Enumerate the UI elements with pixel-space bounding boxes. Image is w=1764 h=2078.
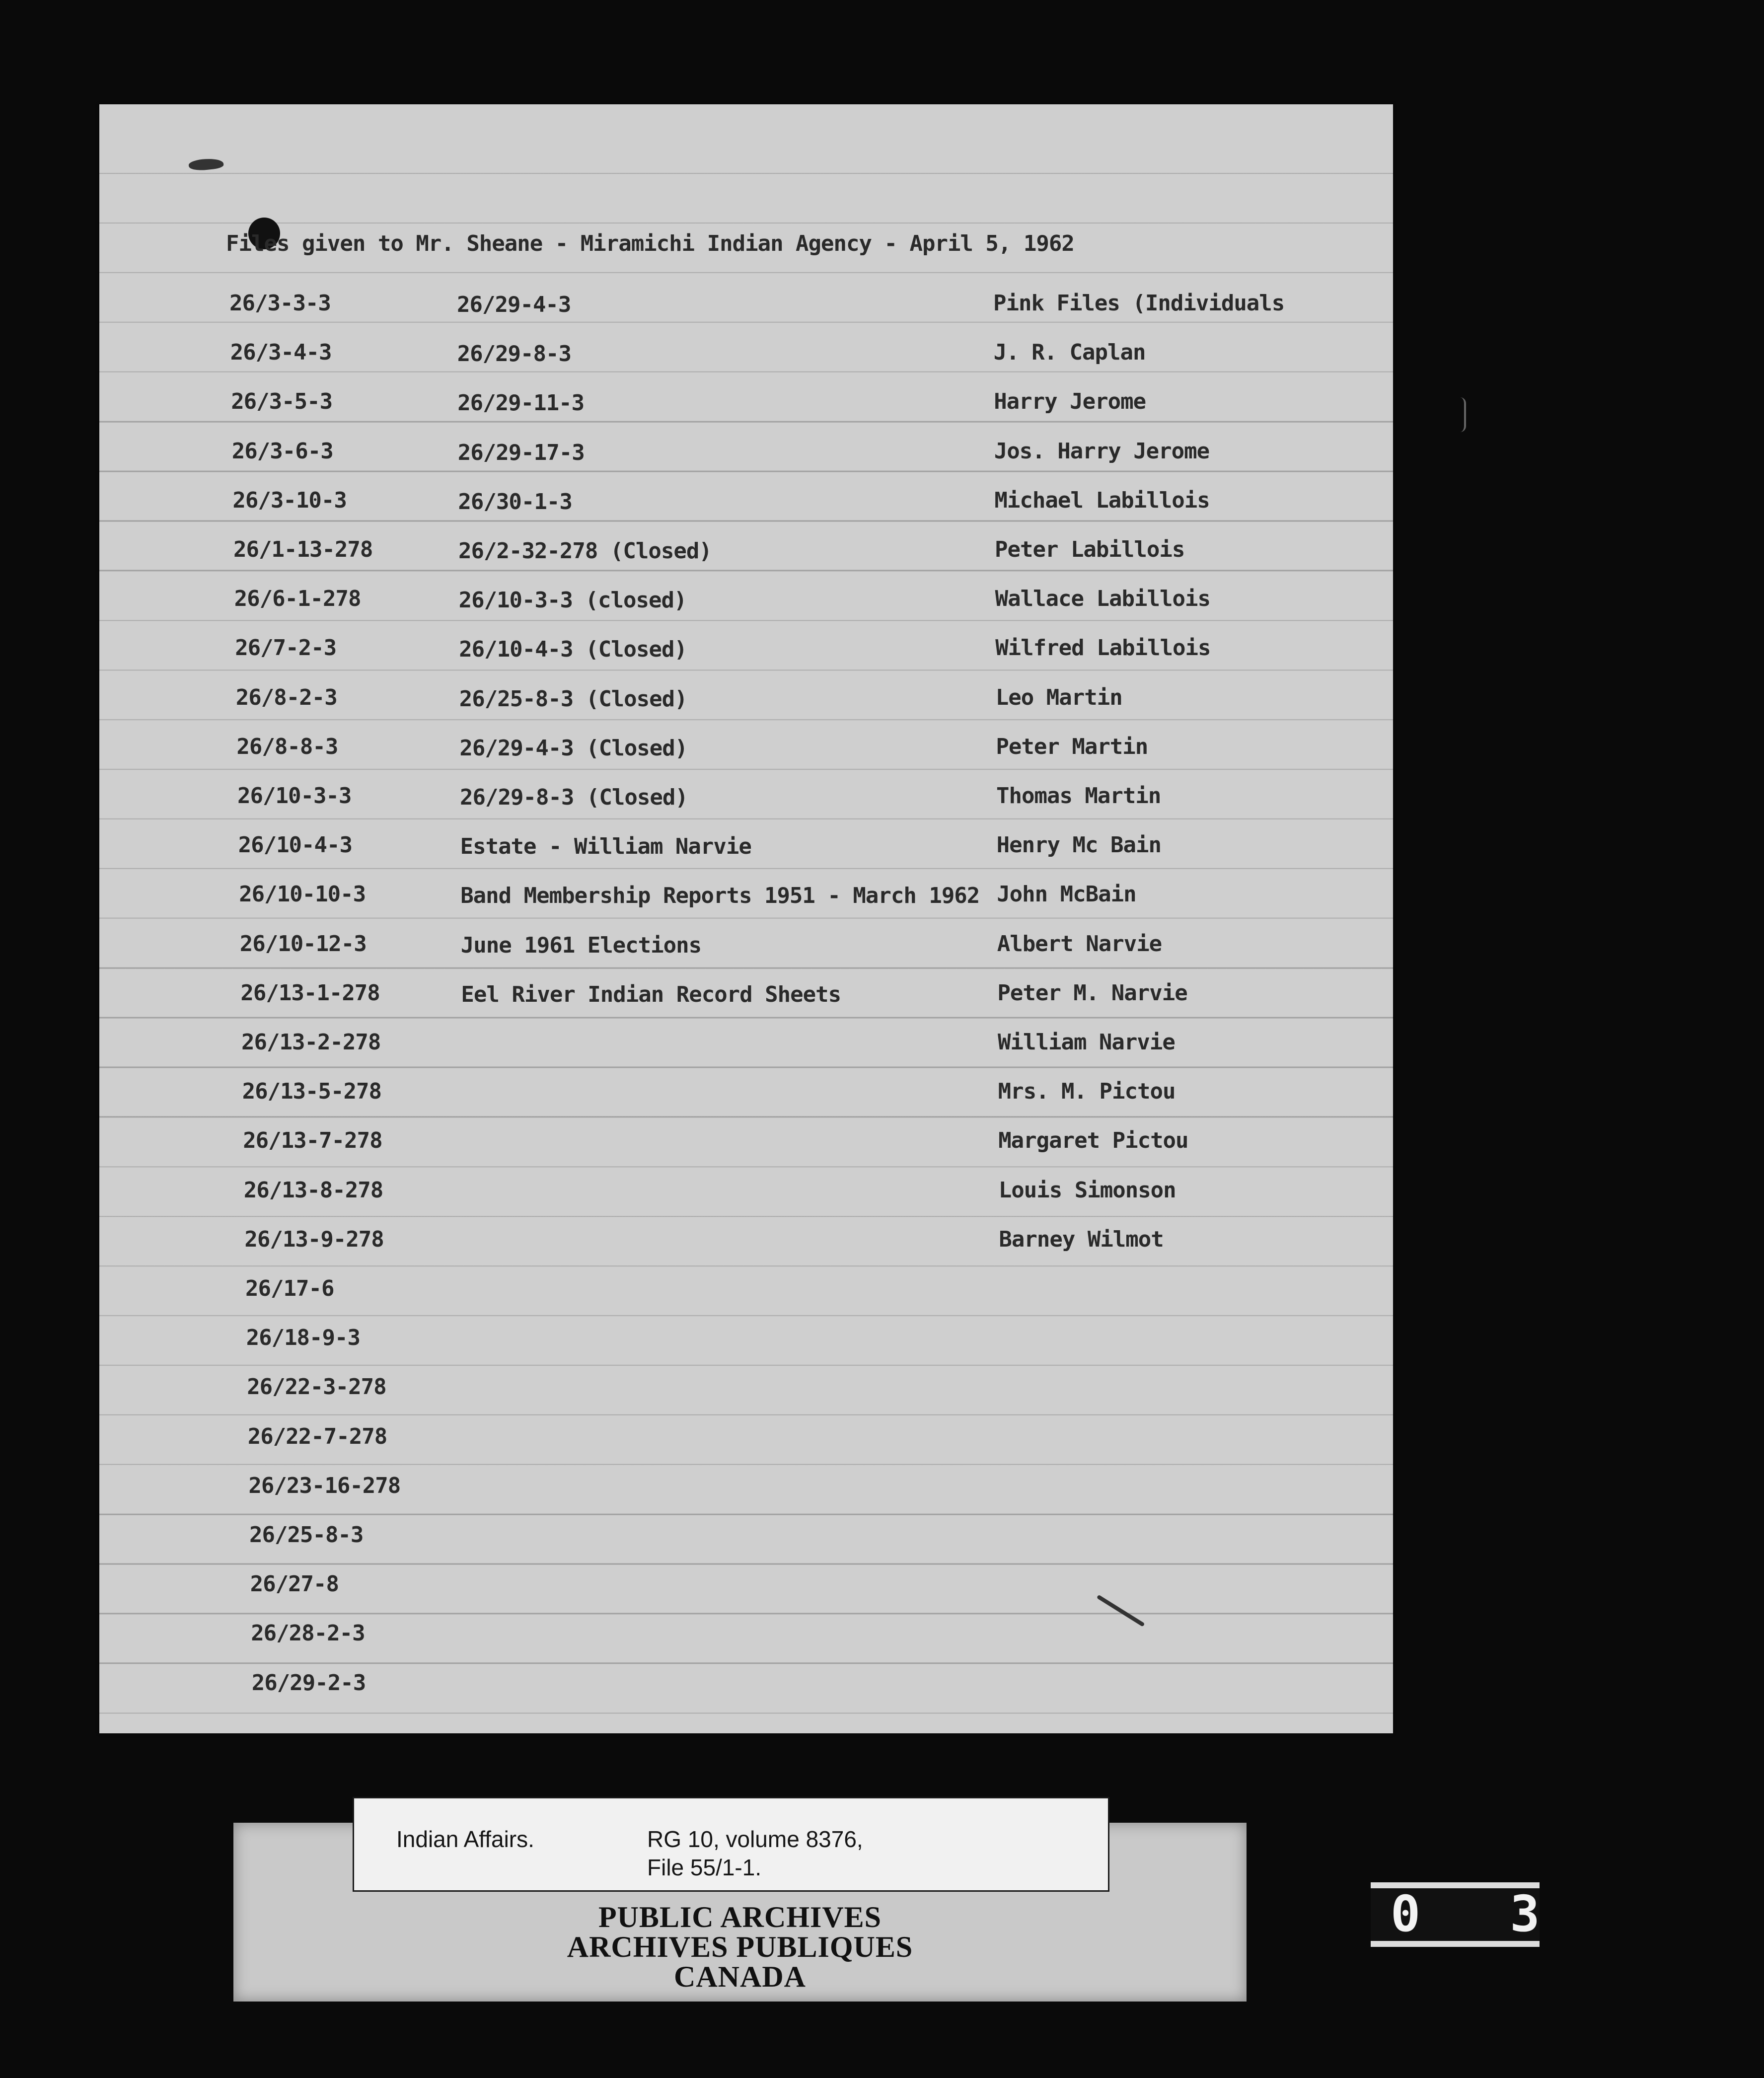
typed-entry: 26/29-4-3 <box>457 292 571 317</box>
typed-entry: Eel River Indian Record Sheets <box>461 981 841 1007</box>
typed-entry: 26/29-8-3 <box>457 341 572 367</box>
typed-entry: 26/30-1-3 <box>458 489 572 515</box>
document-page <box>99 104 1393 1733</box>
typed-entry: 26/10-10-3 <box>239 882 366 907</box>
typed-entry: Pink Files (Individuals <box>993 291 1285 316</box>
typed-entry: 26/8-2-3 <box>235 684 337 710</box>
typed-entry: Band Membership Reports 1951 - March 1962 <box>460 883 980 909</box>
typed-entry: 26/10-3-3 <box>237 783 352 809</box>
typed-entry: Peter M. Narvie <box>997 980 1187 1006</box>
typed-entry: Wilfred Labillois <box>995 635 1211 661</box>
frame-counter-digits: 0 3 <box>1391 1885 1570 1943</box>
typed-entry: 26/25-8-3 <box>249 1522 364 1548</box>
typed-entry: 26/29-4-3 (Closed) <box>459 735 688 761</box>
file-reference: File 55/1-1. <box>647 1855 762 1880</box>
typed-entry: 26/13-1-278 <box>240 980 380 1006</box>
margin-pencil-mark <box>1460 397 1466 432</box>
typed-entry: 26/1-13-278 <box>233 537 373 562</box>
typed-entry: 26/29-2-3 <box>251 1670 366 1696</box>
typed-entry: Barney Wilmot <box>999 1226 1164 1252</box>
stamp-line: CANADA <box>674 1960 806 1993</box>
typed-entry: 26/13-7-278 <box>243 1128 382 1154</box>
typed-entry: 26/13-8-278 <box>243 1177 383 1203</box>
typed-entry: J. R. Caplan <box>993 340 1146 366</box>
typed-entry: Henry Mc Bain <box>996 832 1161 858</box>
typed-entry: Mrs. M. Pictou <box>998 1079 1176 1105</box>
typed-entry: 26/27-8 <box>250 1571 339 1597</box>
typed-entry: 26/7-2-3 <box>235 635 337 661</box>
typed-entry: Leo Martin <box>995 684 1122 710</box>
typed-entry: 26/29-8-3 (Closed) <box>460 785 688 810</box>
typed-entry: 26/8-8-3 <box>236 734 338 759</box>
typed-entry: 26/28-2-3 <box>251 1621 365 1646</box>
typed-entry: 26/3-3-3 <box>229 291 331 316</box>
typed-entry: 26/25-8-3 (Closed) <box>459 686 687 712</box>
typed-entry: 26/3-6-3 <box>231 438 333 464</box>
typed-entry: 26/23-16-278 <box>248 1473 401 1498</box>
document-heading: Files given to Mr. Sheane - Miramichi Indian Agency - April 5, 1962 <box>226 231 1074 256</box>
typed-entry: 26/29-17-3 <box>457 440 585 465</box>
frame-counter <box>1371 1882 1570 1947</box>
typed-entry: John McBain <box>997 882 1136 907</box>
typed-entry: 26/2-32-278 (Closed) <box>458 538 712 564</box>
typed-entry: June 1961 Elections <box>460 932 702 958</box>
stamp-line: ARCHIVES PUBLIQUES <box>567 1930 913 1963</box>
record-group-volume: RG 10, volume 8376, <box>647 1826 863 1852</box>
stamp-line: PUBLIC ARCHIVES <box>598 1901 882 1933</box>
typed-entry: Jos. Harry Jerome <box>994 438 1210 464</box>
typed-entry: Albert Narvie <box>997 931 1162 957</box>
department-name: Indian Affairs. <box>396 1826 534 1852</box>
typed-entry: Michael Labillois <box>994 487 1210 513</box>
typed-entry: Peter Labillois <box>995 537 1185 562</box>
typed-entry: 26/10-4-3 <box>238 832 353 858</box>
typed-entry: 26/13-9-278 <box>244 1226 384 1252</box>
typed-entry: 26/10-4-3 (Closed) <box>459 637 687 663</box>
typed-entry: 26/29-11-3 <box>457 390 585 416</box>
typed-entry: 26/18-9-3 <box>246 1325 361 1351</box>
pen-stroke-mark <box>1097 1595 1145 1627</box>
typed-entry: 26/10-3-3 (closed) <box>458 588 687 613</box>
typed-entry: 26/3-4-3 <box>230 340 332 366</box>
typed-entry: 26/17-6 <box>245 1276 334 1301</box>
typed-entry: William Narvie <box>998 1030 1175 1055</box>
typed-entry: Louis Simonson <box>998 1177 1176 1203</box>
typed-entry: Harry Jerome <box>994 389 1146 415</box>
typed-entry: Margaret Pictou <box>998 1128 1188 1154</box>
typed-entry: 26/13-2-278 <box>241 1030 381 1055</box>
typed-entry: 26/13-5-278 <box>242 1079 381 1105</box>
archive-reference-slip <box>353 1797 1109 1892</box>
typed-entry: 26/3-5-3 <box>231 389 333 415</box>
ink-smudge <box>188 157 224 171</box>
typed-entry: 26/22-3-278 <box>247 1374 386 1400</box>
typed-entry: Wallace Labillois <box>995 586 1210 612</box>
archives-stamp <box>233 1902 1247 1992</box>
typed-entry: 26/3-10-3 <box>232 487 347 513</box>
typed-entry: Estate - William Narvie <box>460 834 751 860</box>
typed-entry: Peter Martin <box>996 734 1148 759</box>
typed-entry: 26/10-12-3 <box>239 931 367 957</box>
typed-entry: Thomas Martin <box>996 783 1161 809</box>
typed-entry: 26/6-1-278 <box>234 586 361 612</box>
typed-entry: 26/22-7-278 <box>247 1423 387 1449</box>
